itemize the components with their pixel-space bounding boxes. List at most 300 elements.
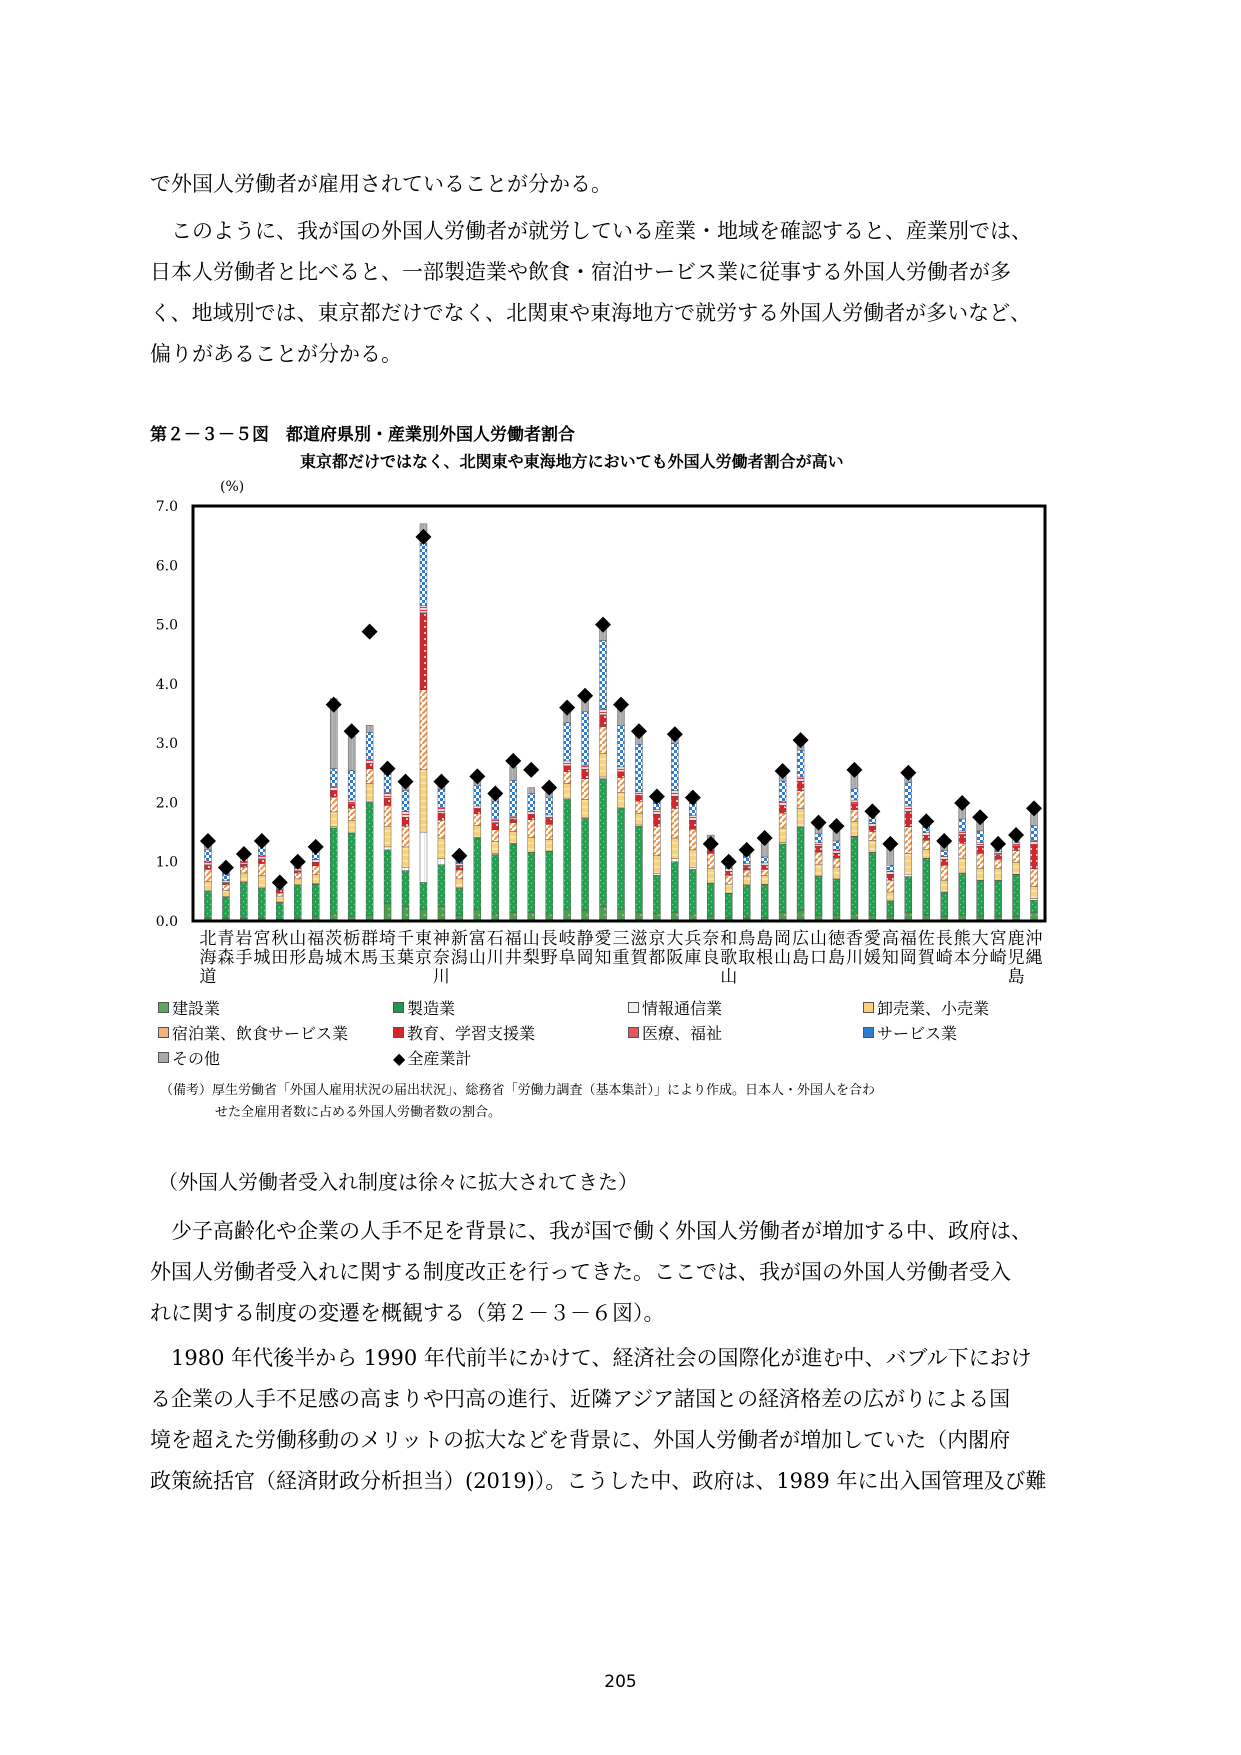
bar-segment xyxy=(528,794,535,812)
x-tick-label: 岩 xyxy=(235,929,253,949)
x-tick-label: 宮 xyxy=(253,929,271,949)
legend-item xyxy=(158,996,220,1019)
bar-segment xyxy=(1031,900,1038,912)
bar-segment xyxy=(456,866,463,870)
bar-segment xyxy=(204,881,211,890)
bar-segment xyxy=(671,838,678,859)
x-tick-label: 千 xyxy=(397,929,415,949)
bar-segment xyxy=(222,881,229,883)
bar-segment xyxy=(779,813,786,828)
bar-segment xyxy=(887,892,894,901)
bar-segment xyxy=(600,906,607,921)
bar-segment xyxy=(420,613,427,690)
x-tick-label: 神 xyxy=(432,929,450,949)
bar-segment xyxy=(618,808,625,909)
bar-segment xyxy=(600,753,607,777)
bar-segment xyxy=(941,850,948,856)
legend-swatch xyxy=(863,1002,874,1013)
bar-segment xyxy=(348,833,355,916)
bar-segment xyxy=(276,903,283,920)
bar-segment xyxy=(600,715,607,727)
bar-segment xyxy=(618,778,625,793)
x-tick-label: 本 xyxy=(953,948,971,968)
bar-segment xyxy=(294,873,301,879)
bar-segment xyxy=(438,813,445,820)
total-marker xyxy=(326,697,342,713)
bar-segment xyxy=(438,789,445,807)
intro-line: 日本人労働者と比べると、一部製造業や飲食・宿泊サービス業に従事する外国人労働者が多 xyxy=(150,260,1011,284)
bar-segment xyxy=(420,832,427,882)
legend-item xyxy=(628,1021,722,1044)
bar-segment xyxy=(779,844,786,912)
bar-segment xyxy=(474,909,481,921)
bar-segment xyxy=(1031,845,1038,869)
bar-segment xyxy=(420,909,427,921)
y-tick-label: 0.0 xyxy=(155,914,178,930)
total-marker xyxy=(541,780,557,796)
section-line: 政策統括官（経済財政分析担当）(2019)）。こうした中、政府は、1989 年に出入国管理及び難 xyxy=(150,1469,1047,1493)
bar-segment xyxy=(833,841,840,850)
x-tick-label: 奈 xyxy=(432,948,450,968)
y-tick-label: 4.0 xyxy=(155,676,178,693)
bar-segment xyxy=(330,797,337,812)
x-tick-label: 葉 xyxy=(397,948,415,968)
bar-segment xyxy=(833,880,840,916)
bar-segment xyxy=(276,893,283,896)
bar-segment xyxy=(797,827,804,910)
bar-segment xyxy=(528,788,535,794)
bar-segment xyxy=(330,828,337,914)
x-tick-label: 知 xyxy=(881,948,899,968)
bar-segment xyxy=(779,806,786,813)
total-marker xyxy=(775,763,791,779)
bar-segment xyxy=(204,865,211,870)
x-tick-label: 広 xyxy=(792,929,810,949)
bar-segment xyxy=(618,792,625,807)
total-marker xyxy=(451,848,467,864)
bar-segment xyxy=(438,807,445,813)
bar-segment xyxy=(492,801,499,819)
x-tick-label: 川 xyxy=(432,967,450,987)
x-tick-label: 滋 xyxy=(630,929,648,949)
bar-segment xyxy=(977,881,984,917)
bar-segment xyxy=(546,824,553,839)
total-marker xyxy=(864,803,880,819)
x-tick-label: 和 xyxy=(720,929,738,949)
bar-segment xyxy=(222,897,229,918)
x-tick-label: 青 xyxy=(217,929,235,949)
bar-segment xyxy=(671,797,678,809)
x-tick-label: 阪 xyxy=(666,948,684,968)
bar-segment xyxy=(815,877,822,916)
x-tick-label: 徳 xyxy=(827,929,845,949)
bar-segment xyxy=(1013,846,1020,851)
bar-segment xyxy=(402,906,409,921)
bar-segment xyxy=(366,764,373,769)
x-tick-label: 茨 xyxy=(325,929,343,949)
bar-segment xyxy=(1013,850,1020,862)
legend-swatch xyxy=(393,1002,404,1013)
bar-segment xyxy=(653,875,660,914)
legend-item xyxy=(393,996,455,1019)
bar-segment xyxy=(761,869,768,875)
total-marker xyxy=(739,842,755,858)
total-marker xyxy=(308,839,324,855)
bar-segment xyxy=(528,837,535,852)
bar-segment xyxy=(258,888,265,918)
bar-segment xyxy=(258,875,265,887)
bar-segment xyxy=(905,853,912,874)
bar-segment xyxy=(797,808,804,826)
intro-line: く、地域別では、東京都だけでなく、北関東や東海地方で就労する外国人労働者が多いなど、 xyxy=(150,301,1032,325)
bar-segment xyxy=(312,866,319,875)
bar-segment xyxy=(312,884,319,917)
total-marker xyxy=(559,700,575,716)
legend-label: 宿泊業、飲食サービス業 xyxy=(172,1024,349,1043)
total-marker xyxy=(272,874,288,890)
section-line: 1980 年代後半から 1990 年代前半にかけて、経済社会の国際化が進む中、バブル下におけ xyxy=(150,1346,1032,1370)
total-marker xyxy=(954,795,970,811)
bar-segment xyxy=(312,862,319,866)
bar-segment xyxy=(689,820,696,829)
bar-segment xyxy=(294,885,301,918)
bar-segment xyxy=(869,840,876,852)
bar-segment xyxy=(582,770,589,779)
total-marker xyxy=(218,860,234,876)
bar-segment xyxy=(366,759,373,764)
bar-segment xyxy=(959,831,966,835)
total-marker xyxy=(505,753,521,769)
x-tick-label: 島 xyxy=(756,929,774,949)
total-marker xyxy=(1026,800,1042,816)
legend-item xyxy=(863,996,989,1019)
bar-segment xyxy=(923,840,930,849)
bar-segment xyxy=(348,800,355,804)
bar-segment xyxy=(653,826,660,856)
bar-segment xyxy=(905,874,912,876)
page-number: 205 xyxy=(604,1672,637,1692)
bar-segment xyxy=(492,842,499,854)
legend-label: 製造業 xyxy=(407,999,456,1018)
bar-segment xyxy=(941,856,948,859)
bar-segment xyxy=(833,850,840,854)
total-marker xyxy=(362,624,378,640)
x-tick-label: 児 xyxy=(1007,948,1025,968)
bar-segment xyxy=(851,788,858,800)
bar-segment xyxy=(330,812,337,827)
bar-segment xyxy=(959,843,966,858)
bar-segment xyxy=(743,866,750,870)
bar-segment xyxy=(689,815,696,820)
bar-segment xyxy=(276,890,283,893)
bar-segment xyxy=(869,831,876,840)
x-tick-label: 沖 xyxy=(1025,929,1043,949)
bar-segment xyxy=(582,799,589,817)
x-tick-label: 山 xyxy=(468,948,486,968)
x-tick-label: 良 xyxy=(702,948,720,968)
bar-segment xyxy=(725,884,732,893)
bar-segment xyxy=(905,877,912,913)
bar-segment xyxy=(474,785,481,806)
bar-segment xyxy=(653,856,660,874)
bar-segment xyxy=(923,859,930,915)
bar-segment xyxy=(420,540,427,605)
total-marker xyxy=(918,813,934,829)
total-marker xyxy=(200,833,216,849)
bar-segment xyxy=(546,797,553,815)
x-tick-label: 埼 xyxy=(379,929,397,949)
legend-label: 全産業計 xyxy=(407,1049,472,1068)
bar-segment xyxy=(492,830,499,842)
x-tick-label: 井 xyxy=(504,948,522,968)
bar-segment xyxy=(204,891,211,918)
bar-segment xyxy=(330,786,337,791)
x-tick-label: 阜 xyxy=(558,948,576,968)
bar-segment xyxy=(546,815,553,819)
bar-segment xyxy=(743,863,750,866)
bar-segment xyxy=(671,859,678,862)
figure-title: 第２－３－５図 都道府県別・産業別外国人労働者割合 xyxy=(150,425,575,445)
bar-segment xyxy=(402,847,409,868)
bar-segment xyxy=(564,783,571,798)
bar-segment xyxy=(1013,862,1020,874)
total-marker xyxy=(415,529,431,545)
bar-segment xyxy=(671,743,678,790)
x-tick-label: 媛 xyxy=(863,948,881,968)
bar-segment xyxy=(528,853,535,912)
bar-segment xyxy=(312,859,319,862)
total-marker xyxy=(900,765,916,781)
total-marker xyxy=(290,854,306,870)
bar-segment xyxy=(761,885,768,918)
x-tick-label: 馬 xyxy=(361,948,379,968)
bar-segment xyxy=(1013,875,1020,917)
y-tick-label: 1.0 xyxy=(155,854,178,871)
bar-segment xyxy=(689,868,696,870)
figure-note xyxy=(160,1080,1090,1124)
x-tick-label: 兵 xyxy=(684,929,702,949)
y-tick-label: 7.0 xyxy=(155,499,178,515)
bar-segment xyxy=(1031,840,1038,845)
legend-label: 教育、学習支援業 xyxy=(407,1024,536,1043)
bar-segment xyxy=(851,800,858,804)
section-line: る企業の人手不足感の高まりや円高の進行、近隣アジア諸国との経済格差の広がりによる国 xyxy=(150,1387,1011,1411)
total-marker xyxy=(685,790,701,806)
total-marker xyxy=(972,809,988,825)
bar-segment xyxy=(240,867,247,873)
x-tick-label: 川 xyxy=(845,948,863,968)
bar-segment xyxy=(671,808,678,838)
bar-segment xyxy=(420,770,427,832)
bar-segment xyxy=(438,820,445,838)
bar-segment xyxy=(420,882,427,909)
bar-segment xyxy=(348,820,355,832)
bar-segment xyxy=(725,872,732,876)
bar-segment xyxy=(887,874,894,880)
bar-segment xyxy=(258,863,265,875)
x-tick-label: 知 xyxy=(594,948,612,968)
x-tick-label: 形 xyxy=(289,948,307,968)
bar-segment xyxy=(258,859,265,864)
bar-segment xyxy=(779,802,786,806)
bar-segment xyxy=(600,727,607,754)
x-tick-label: 島 xyxy=(307,948,325,968)
bar-segment xyxy=(384,847,391,850)
bar-segment xyxy=(833,853,840,858)
total-marker xyxy=(380,761,396,777)
y-tick-label: 6.0 xyxy=(155,558,178,575)
x-tick-label: 新 xyxy=(450,929,468,949)
bar-segment xyxy=(707,868,714,883)
x-tick-label: 福 xyxy=(504,929,522,949)
bar-segment xyxy=(869,827,876,832)
y-tick-label: 2.0 xyxy=(155,795,178,812)
bar-segment xyxy=(348,808,355,820)
bar-segment xyxy=(941,859,948,865)
bar-segment xyxy=(456,863,463,866)
bar-segment xyxy=(977,831,984,843)
bar-segment xyxy=(348,736,355,770)
x-tick-label: 縄 xyxy=(1025,948,1043,968)
total-marker xyxy=(398,774,414,790)
x-tick-label: 梨 xyxy=(522,948,540,968)
bar-segment xyxy=(492,855,499,914)
x-tick-label: 木 xyxy=(343,948,361,968)
section-heading: （外国人労働者受入れ制度は徐々に拡大されてきた） xyxy=(158,1170,638,1194)
x-tick-label: 城 xyxy=(253,948,271,968)
total-marker xyxy=(613,697,629,713)
y-axis-unit: (%) xyxy=(220,479,245,495)
x-tick-label: 賀 xyxy=(917,948,935,968)
bar-segment xyxy=(564,772,571,784)
bar-segment xyxy=(222,882,229,884)
bar-segment xyxy=(438,859,445,865)
bar-segment xyxy=(402,811,409,817)
intro-line: で外国人労働者が雇用されていることが分かる。 xyxy=(150,172,612,196)
x-tick-label: 熊 xyxy=(953,929,971,949)
bar-segment xyxy=(348,770,355,800)
bar-segment xyxy=(438,838,445,859)
bar-segment xyxy=(618,772,625,778)
x-tick-label: 野 xyxy=(540,948,558,968)
bar-segment xyxy=(510,819,517,823)
bar-segment xyxy=(510,823,517,832)
bar-segment xyxy=(492,823,499,830)
section-line: れに関する制度の変遷を概観する（第２－３－６図）。 xyxy=(150,1301,665,1325)
bar-segment xyxy=(294,871,301,873)
bar-segment xyxy=(384,826,391,847)
x-tick-label: 道 xyxy=(199,967,217,987)
bar-segment xyxy=(528,820,535,838)
total-marker xyxy=(433,774,449,790)
bar-segment xyxy=(240,862,247,864)
bar-segment xyxy=(635,792,642,796)
bar-segment xyxy=(474,838,481,909)
figure-subtitle: 東京都だけではなく、北関東や東海地方においても外国人労働者割合が高い xyxy=(300,452,844,471)
section-line: 外国人労働者受入れに関する制度改正を行ってきた。ここでは、我が国の外国人労働者受入 xyxy=(150,1260,1011,1284)
x-tick-label: 高 xyxy=(881,929,899,949)
bar-segment xyxy=(456,879,463,888)
bar-segment xyxy=(402,817,409,826)
bar-segment xyxy=(851,810,858,822)
bar-segment xyxy=(815,843,822,847)
x-tick-label: 岐 xyxy=(558,929,576,949)
bar-segment xyxy=(1031,869,1038,887)
bar-segment xyxy=(797,910,804,921)
x-tick-label: 庫 xyxy=(684,948,702,968)
legend-swatch xyxy=(158,1027,169,1038)
bar-segment xyxy=(600,777,607,779)
x-tick-label: 山 xyxy=(720,967,738,987)
bar-segment xyxy=(977,843,984,847)
total-marker xyxy=(344,723,360,739)
legend-item xyxy=(628,996,722,1019)
x-tick-label: 香 xyxy=(845,929,863,949)
x-tick-label: 賀 xyxy=(630,948,648,968)
bar-segment xyxy=(761,857,768,863)
bar-segment xyxy=(204,862,211,865)
total-marker xyxy=(487,786,503,802)
total-marker xyxy=(595,617,611,633)
x-tick-label: 奈 xyxy=(702,929,720,949)
legend-label: 情報通信業 xyxy=(642,999,723,1018)
bar-segment xyxy=(474,806,481,809)
x-tick-label: 長 xyxy=(935,929,953,949)
x-tick-label: 富 xyxy=(468,929,486,949)
bar-segment xyxy=(510,831,517,843)
bar-segment xyxy=(510,816,517,819)
total-marker xyxy=(254,833,270,849)
bar-segment xyxy=(618,725,625,767)
bar-segment xyxy=(330,769,337,787)
bar-segment xyxy=(689,850,696,868)
bar-segment xyxy=(707,884,714,917)
total-marker xyxy=(990,836,1006,852)
bar-segment xyxy=(564,799,571,909)
bar-segment xyxy=(743,876,750,885)
x-tick-label: 森 xyxy=(217,948,235,968)
total-marker xyxy=(649,789,665,805)
x-tick-label: 佐 xyxy=(917,929,935,949)
x-tick-label: 山 xyxy=(774,948,792,968)
bar-segment xyxy=(366,802,373,915)
bar-segment xyxy=(851,804,858,810)
legend-label: 卸売業、小売業 xyxy=(877,999,990,1018)
bar-segment xyxy=(384,792,391,798)
bar-segment xyxy=(815,834,822,843)
bar-segment xyxy=(995,855,1002,860)
bar-segment xyxy=(582,910,589,921)
bar-segment xyxy=(887,865,894,871)
bar-segment xyxy=(851,821,858,836)
x-tick-label: 城 xyxy=(325,948,343,968)
bar-segment xyxy=(366,769,373,784)
total-marker xyxy=(523,762,539,778)
bar-segment xyxy=(582,712,589,765)
x-tick-label: 根 xyxy=(756,948,774,968)
bar-segment xyxy=(546,818,553,824)
x-tick-label: 海 xyxy=(199,948,217,968)
bar-segment xyxy=(420,690,427,770)
note-line: （備考）厚生労働省「外国人雇用状況の届出状況」、総務省「労働力調査（基本集計）」により作成。日本人・外国人を合わ xyxy=(160,1083,876,1098)
bar-segment xyxy=(815,846,822,852)
bar-segment xyxy=(815,864,822,876)
section-paragraph xyxy=(150,1211,1092,1502)
bar-segment xyxy=(689,829,696,850)
note-line: せた全雇用者数に占める外国人労働者数の割合。 xyxy=(215,1105,502,1120)
bar-segment xyxy=(671,791,678,797)
bar-segment xyxy=(276,896,283,902)
